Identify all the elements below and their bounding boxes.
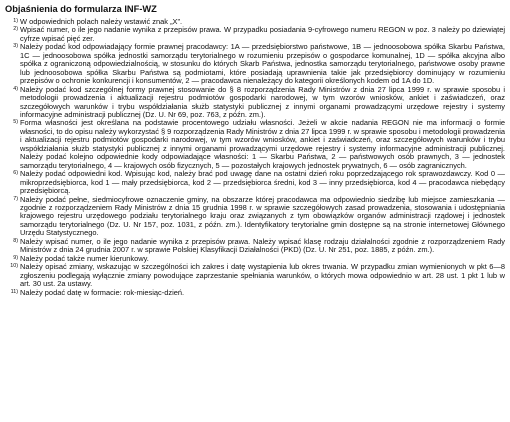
- footnote-10: [5, 263, 505, 288]
- notes-list: [5, 18, 505, 297]
- footnote-6: [5, 170, 505, 195]
- footnote-text: Należy podać kod odpowiadający formie prawnej pracodawcy: 1A — przedsiębiorstwo państwowe, 1B — jednoosobowa spółka Skarbu Państwa, 1C — jednoosobowa spółka jednostki samorządu terytorialnego w rozumieniu przepisów o gospodarce komunalnej, 1D — spółka akcyjna albo spółka z ograniczoną odpowiedzialnością, w stosunku do których Skarb Państwa, jednostka samorządu terytorialnego, państwowe osoby prawne lub jednoosobowa spółka Skarbu Państwa są podmiotami, które posiadają uprawnienia takie jak przedsiębiorcy dominujący w rozumieniu przepisów o ochronie konkurencji i konsumentów, 2 — pracodawca nienależący do kategorii określonych kodem od 1A do 1D.: [20, 42, 505, 86]
- footnote-5: [5, 119, 505, 170]
- document-title: Objaśnienia do formularza INF-WZ: [5, 4, 157, 14]
- footnote-number: 8): [13, 237, 18, 244]
- footnote-4: [5, 86, 505, 120]
- footnote-number: 7): [13, 195, 18, 202]
- footnote-text: Należy podać pełne, siedmiocyfrowe oznaczenie gminy, na obszarze której pracodawca ma odpowiednio siedzibę lub miejsce zamieszkania — zgodnie z rozporządzeniem Rady Ministrów z dnia 15 grudnia 1998 r. w sprawie szczegółowych zasad prowadzenia, stosowania i udostępniania krajowego rejestru urzędowego podziału terytorialnego kraju oraz związanych z tym obowiązków organów administracji rządowej i jednostek samorządu terytorialnego (Dz. U. Nr 157, poz. 1031, z późn. zm.). Identyfikatory terytorialne gmin dostępne są na stronie internetowej Głównego Urzędu Statystycznego.: [20, 194, 505, 238]
- footnote-number: 9): [13, 254, 18, 261]
- footnote-number: 2): [13, 26, 18, 33]
- footnote-number: 4): [13, 85, 18, 92]
- footnote-11: [5, 289, 505, 297]
- footnote-number: 1): [13, 18, 18, 24]
- footnote-8: [5, 238, 505, 255]
- footnote-2: [5, 26, 505, 43]
- footnote-number: 3): [13, 43, 18, 50]
- footnote-text: Forma własności jest określana na podstawie procentowego udziału własności. Jeżeli w akcie nadania REGON nie ma informacji o formie własności, to do opisu należy wykorzystać § 9 rozporządzenia Rady Ministrów z dnia 27 lipca 1999 r. w sprawie sposobu i metodologii prowadzenia i aktualizacji rejestru podmiotów gospodarki narodowej, w tym wzorów wniosków, ankiet i zaświadczeń, oraz szczegółowych warunków i trybu współdziałania służb statystyki publicznej z innymi organami prowadzącymi urzędowe rejestry i systemy informacyjne administracji publicznej. Należy podać kolejno odpowiednie kody odpowiadające własności: 1 — Skarbu Państwa, 2 — państwowych osób prawnych, 3 — jednostek samorządu terytorialnego, 4 — krajowych osób fizycznych, 5 — pozostałych krajowych jednostek prywatnych, 6 — osób zagranicznych.: [20, 118, 505, 170]
- footnote-text: Należy podać także numer kierunkowy.: [20, 253, 149, 263]
- footnote-number: 11): [10, 288, 18, 295]
- footnote-number: 10): [10, 263, 18, 270]
- footnote-text: Należy podać datę w formacie: rok-miesiąc-dzień.: [20, 287, 185, 297]
- footnote-3: [5, 43, 505, 85]
- footnote-text: Należy wpisać numer, o ile jego nadanie wynika z przepisów prawa. Należy wpisać klasę rodzaju działalności zgodnie z rozporządzeniem Rady Ministrów z dnia 24 grudnia 2007 r. w sprawie Polskiej Klasyfikacji Działalności (PKD) (Dz. U. Nr 251, poz. 1885, z późn. zm.).: [20, 236, 505, 255]
- footnote-text: Należy podać kod szczególnej formy prawnej stosowanie do § 8 rozporządzenia Rady Ministrów z dnia 27 lipca 1999 r. w sprawie sposobu i metodologii prowadzenia i aktualizacji rejestru podmiotów gospodarki narodowej, w tym wzorów wniosków, ankiet i zaświadczeń, oraz szczegółowych warunków i trybu współdziałania służb statystyki publicznej z innymi organami prowadzącymi urzędowe rejestry i systemy informacyjne administracji publicznej (Dz. U. Nr 69, poz. 763, z późn. zm.).: [20, 84, 505, 119]
- footnote-text: Należy podać odpowiedni kod. Wpisując kod, należy brać pod uwagę dane na ostatni dzień roku poprzedzającego rok sprawozdawczy. Kod 0 — mikroprzedsiębiorca, kod 1 — mały przedsiębiorca, kod 2 — przedsiębiorca średni, kod 3 — inny przedsiębiorca, kod 4 — pracodawca niebędący przedsiębiorcą.: [20, 169, 505, 196]
- footnote-number: 5): [13, 119, 18, 126]
- footnote-text: Wpisać numer, o ile jego nadanie wynika z przepisów prawa. W przypadku posiadania 9-cyfrowego numeru REGON w poz. 3 należy po dziewiątej cyfrze wpisać pięć zer.: [20, 25, 505, 43]
- footnote-text: Należy opisać zmiany, wskazując w szczególności ich zakres i datę wystąpienia lub okres trwania. W przypadku zmian wymienionych w pkt 6—8 zgłoszeniu podlegają wyłącznie zmiany powodujące zaprzestanie spełniania warunków, o których mowa odpowiednio w art. 28 ust. 1 pkt 1 lub w art. 30 ust. 2a ustawy.: [20, 262, 505, 289]
- footnote-7: [5, 196, 505, 238]
- footnote-number: 6): [13, 170, 18, 177]
- footnote-text: W odpowiednich polach należy wstawić znak „X”.: [20, 17, 183, 26]
